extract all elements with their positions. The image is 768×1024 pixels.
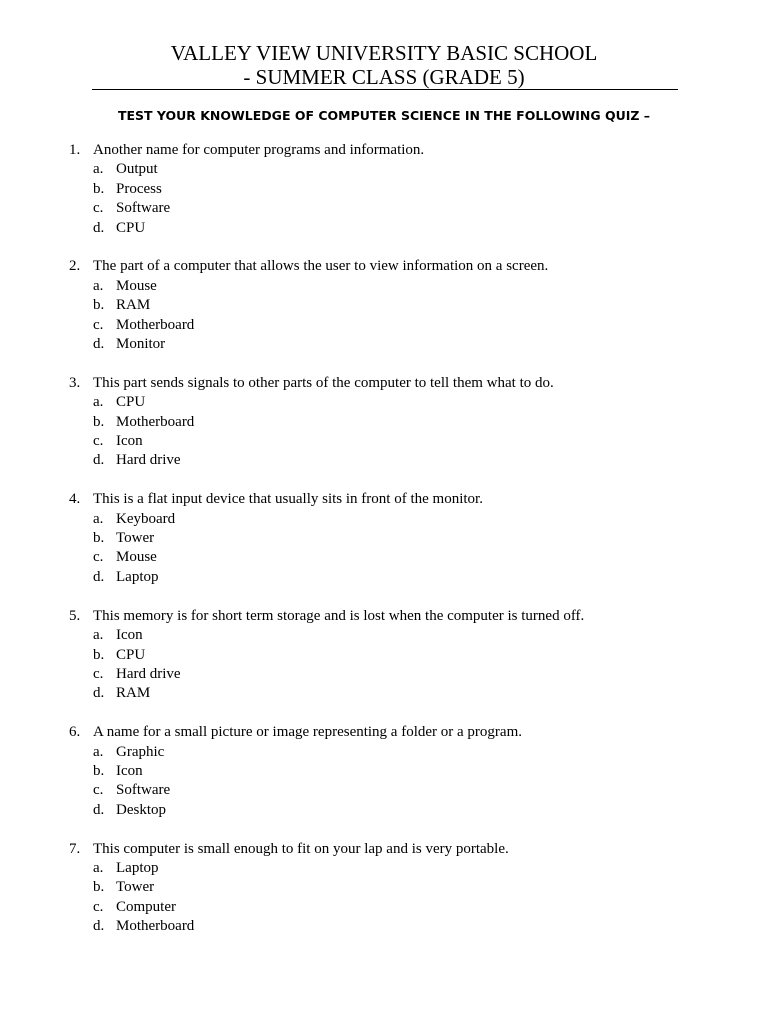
answer-option [69,859,729,878]
header-line-1: VALLEY VIEW UNIVERSITY BASIC SCHOOL [170,41,598,65]
option-text: CPU [116,646,146,663]
answer-option [69,510,729,529]
question-4 [69,490,729,587]
question-stem [69,141,729,160]
question-stem [69,607,729,626]
question-3 [69,374,729,471]
answer-option [69,180,729,199]
option-letter: b. [93,530,105,547]
question-stem [69,257,729,276]
question-1 [69,141,729,238]
option-letter: b. [93,180,105,197]
option-text: Desktop [116,801,166,818]
question-text: This computer is small enough to fit on your lap and is very portable. [93,840,509,857]
question-stem [69,723,729,742]
question-stem [69,374,729,393]
option-text: Hard drive [116,452,181,469]
option-text: Monitor [116,336,166,353]
option-text: Software [116,200,171,217]
question-number: 2. [69,258,81,275]
question-text: This memory is for short term storage and is lost when the computer is turned off. [93,607,585,624]
answer-option [69,316,729,335]
option-letter: a. [93,743,104,760]
option-text: RAM [116,297,151,314]
option-letter: a. [93,859,104,876]
option-text: CPU [116,394,146,411]
answer-option [69,393,729,412]
option-letter: c. [93,433,104,450]
question-6 [69,723,729,820]
question-number: 3. [69,374,81,391]
answer-option [69,781,729,800]
answer-option [69,277,729,296]
header-line-2: - SUMMER CLASS (GRADE 5) [243,65,525,89]
option-letter: a. [93,394,104,411]
option-letter: b. [93,297,105,314]
answer-option [69,548,729,567]
option-letter: c. [93,316,104,333]
answer-option [69,199,729,218]
quiz-subtitle: TEST YOUR KNOWLEDGE OF COMPUTER SCIENCE IN THE FOLLOWING QUIZ – [117,108,651,123]
option-letter: b. [93,762,105,779]
question-7 [69,840,729,937]
option-text: Laptop [116,568,159,585]
option-letter: b. [93,879,105,896]
option-text: CPU [116,219,146,236]
option-letter: b. [93,646,105,663]
option-text: Tower [116,879,155,896]
answer-option [69,801,729,820]
option-text: Motherboard [116,316,195,333]
question-number: 5. [69,607,81,624]
answer-option [69,219,729,238]
option-text: Motherboard [116,918,195,935]
option-letter: c. [93,665,104,682]
answer-option [69,413,729,432]
answer-option [69,646,729,665]
option-letter: c. [93,549,104,566]
option-letter: b. [93,413,105,430]
answer-option [69,917,729,936]
option-letter: d. [93,568,105,585]
option-text: Process [116,180,162,197]
question-text: A name for a small picture or image representing a folder or a program. [93,724,523,741]
answer-option [69,568,729,587]
option-letter: d. [93,219,105,236]
answer-option [69,684,729,703]
option-letter: a. [93,161,104,178]
answer-option [69,529,729,548]
answer-option [69,743,729,762]
school-header [0,41,768,89]
option-text: Tower [116,530,155,547]
question-2 [69,257,729,354]
option-text: Motherboard [116,413,195,430]
option-text: Keyboard [116,510,176,527]
option-text: Icon [116,433,143,450]
option-letter: d. [93,685,105,702]
option-text: Hard drive [116,665,181,682]
option-letter: c. [93,200,104,217]
answer-option [69,335,729,354]
question-stem [69,840,729,859]
header-divider [92,89,678,90]
option-text: Icon [116,762,143,779]
answer-option [69,451,729,470]
answer-option [69,160,729,179]
option-text: Mouse [116,549,157,566]
option-letter: d. [93,336,105,353]
question-number: 1. [69,142,81,158]
question-stem [69,490,729,509]
option-letter: a. [93,510,104,527]
question-number: 4. [69,491,81,508]
option-text: Laptop [116,859,159,876]
option-text: Output [116,161,158,178]
question-list [69,141,729,956]
answer-option [69,898,729,917]
option-letter: c. [93,782,104,799]
option-text: Computer [116,898,176,915]
option-letter: a. [93,627,104,644]
answer-option [69,762,729,781]
option-letter: d. [93,918,105,935]
answer-option [69,878,729,897]
answer-option [69,296,729,315]
option-letter: c. [93,898,104,915]
answer-option [69,626,729,645]
option-text: Mouse [116,277,157,294]
option-letter: d. [93,452,105,469]
answer-option [69,432,729,451]
question-text: This is a flat input device that usually sits in front of the monitor. [93,491,483,508]
option-text: RAM [116,685,151,702]
option-text: Icon [116,627,143,644]
question-text: This part sends signals to other parts of the computer to tell them what to do. [93,374,554,391]
question-number: 7. [69,840,81,857]
question-text: The part of a computer that allows the user to view information on a screen. [93,258,549,275]
question-text: Another name for computer programs and information. [93,142,425,158]
question-number: 6. [69,724,81,741]
option-letter: d. [93,801,105,818]
option-text: Software [116,782,171,799]
option-letter: a. [93,277,104,294]
question-5 [69,607,729,704]
option-text: Graphic [116,743,165,760]
answer-option [69,665,729,684]
